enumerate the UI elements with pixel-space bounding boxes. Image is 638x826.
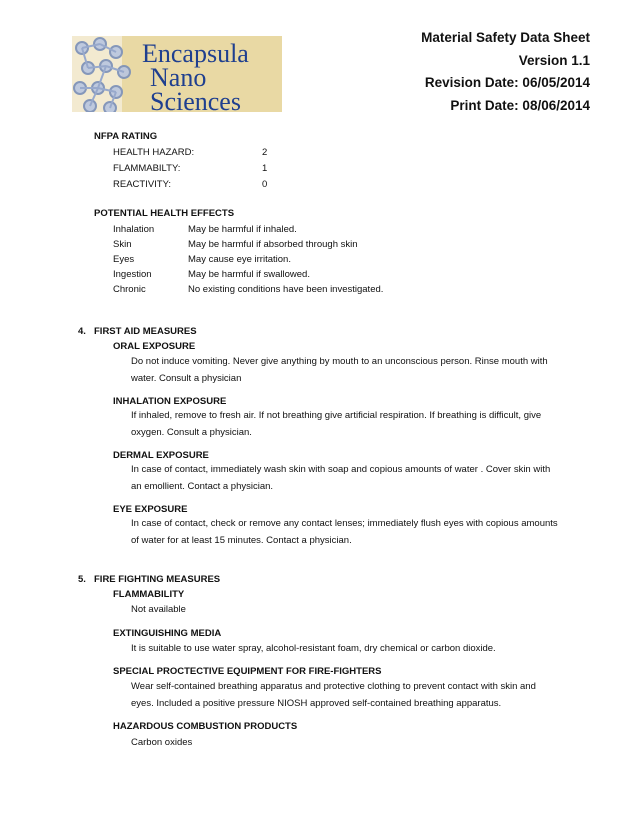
effect-text: May be harmful if swallowed.: [188, 269, 310, 280]
subsection-text: It is suitable to use water spray, alcohol-resistant foam, dry chemical or carbon dioxide.: [131, 643, 496, 654]
nfpa-label: FLAMMABILTY:: [113, 163, 181, 174]
document-version: Version 1.1: [518, 52, 590, 68]
subsection-text: Not available: [131, 604, 186, 615]
effect-route: Chronic: [113, 284, 146, 295]
effect-route: Skin: [113, 239, 132, 250]
section-title-fire-fighting: FIRE FIGHTING MEASURES: [94, 574, 221, 585]
subsection-heading: DERMAL EXPOSURE: [113, 450, 209, 461]
logo-graphic: [72, 36, 282, 112]
subsection-text: eyes. Included a positive pressure NIOSH approved self-contained breathing apparatus.: [131, 698, 502, 709]
subsection-text: In case of contact, immediately wash skin with soap and copious amounts of water . Cover skin with: [131, 464, 551, 475]
section-number: 4.: [78, 326, 86, 337]
company-logo: [72, 36, 282, 112]
subsection-text: Wear self-contained breathing apparatus and protective clothing to prevent contact with skin and: [131, 681, 536, 692]
nfpa-label: REACTIVITY:: [113, 179, 172, 190]
subsection-text: oxygen. Consult a physician.: [131, 427, 252, 438]
document-header: [421, 27, 590, 117]
nfpa-label: HEALTH HAZARD:: [113, 147, 195, 158]
logo-text-line2: Nano: [150, 63, 207, 92]
subsection-heading: ORAL EXPOSURE: [113, 341, 196, 352]
subsection-text: In case of contact, check or remove any contact lenses; immediately flush eyes with copious amounts: [131, 518, 558, 529]
subsection-text: an emollient. Contact a physician.: [131, 481, 274, 492]
effect-text: No existing conditions have been investigated.: [188, 284, 384, 295]
nfpa-heading: NFPA RATING: [94, 131, 158, 142]
subsection-text: Carbon oxides: [131, 737, 193, 748]
subsection-heading: INHALATION EXPOSURE: [113, 396, 227, 407]
subsection-text: If inhaled, remove to fresh air. If not breathing give artificial respiration. If breathing is difficult, give: [131, 410, 542, 421]
section-title-first-aid: FIRST AID MEASURES: [94, 326, 197, 337]
nfpa-value: 1: [262, 163, 268, 174]
subsection-heading: SPECIAL PROCTECTIVE EQUIPMENT FOR FIRE-FIGHTERS: [113, 666, 382, 677]
logo-text-line1: Encapsula: [142, 39, 249, 68]
effect-text: May be harmful if inhaled.: [188, 224, 297, 235]
print-date: Print Date: 08/06/2014: [450, 97, 590, 113]
subsection-heading: HAZARDOUS COMBUSTION PRODUCTS: [113, 721, 298, 732]
subsection-heading: EYE EXPOSURE: [113, 504, 188, 515]
effect-text: May be harmful if absorbed through skin: [188, 239, 358, 250]
revision-date: Revision Date: 06/05/2014: [424, 75, 590, 90]
subsection-heading: FLAMMABILITY: [113, 589, 185, 600]
health-effects-heading: POTENTIAL HEALTH EFFECTS: [94, 208, 235, 219]
subsection-text: water. Consult a physician: [131, 373, 242, 384]
nfpa-value: 2: [262, 147, 268, 158]
nfpa-value: 0: [262, 179, 268, 190]
effect-route: Inhalation: [113, 224, 155, 235]
subsection-heading: EXTINGUISHING MEDIA: [113, 628, 222, 639]
effect-route: Ingestion: [113, 269, 152, 280]
section-number: 5.: [78, 574, 86, 585]
effect-route: Eyes: [113, 254, 135, 265]
subsection-text: Do not induce vomiting. Never give anything by mouth to an unconscious person. Rinse mouth with: [131, 356, 548, 367]
effect-text: May cause eye irritation.: [188, 254, 291, 265]
subsection-text: of water for at least 15 minutes. Contact a physician.: [131, 535, 352, 546]
document-title: Material Safety Data Sheet: [421, 30, 590, 45]
logo-text-line3: Sciences: [150, 87, 241, 112]
